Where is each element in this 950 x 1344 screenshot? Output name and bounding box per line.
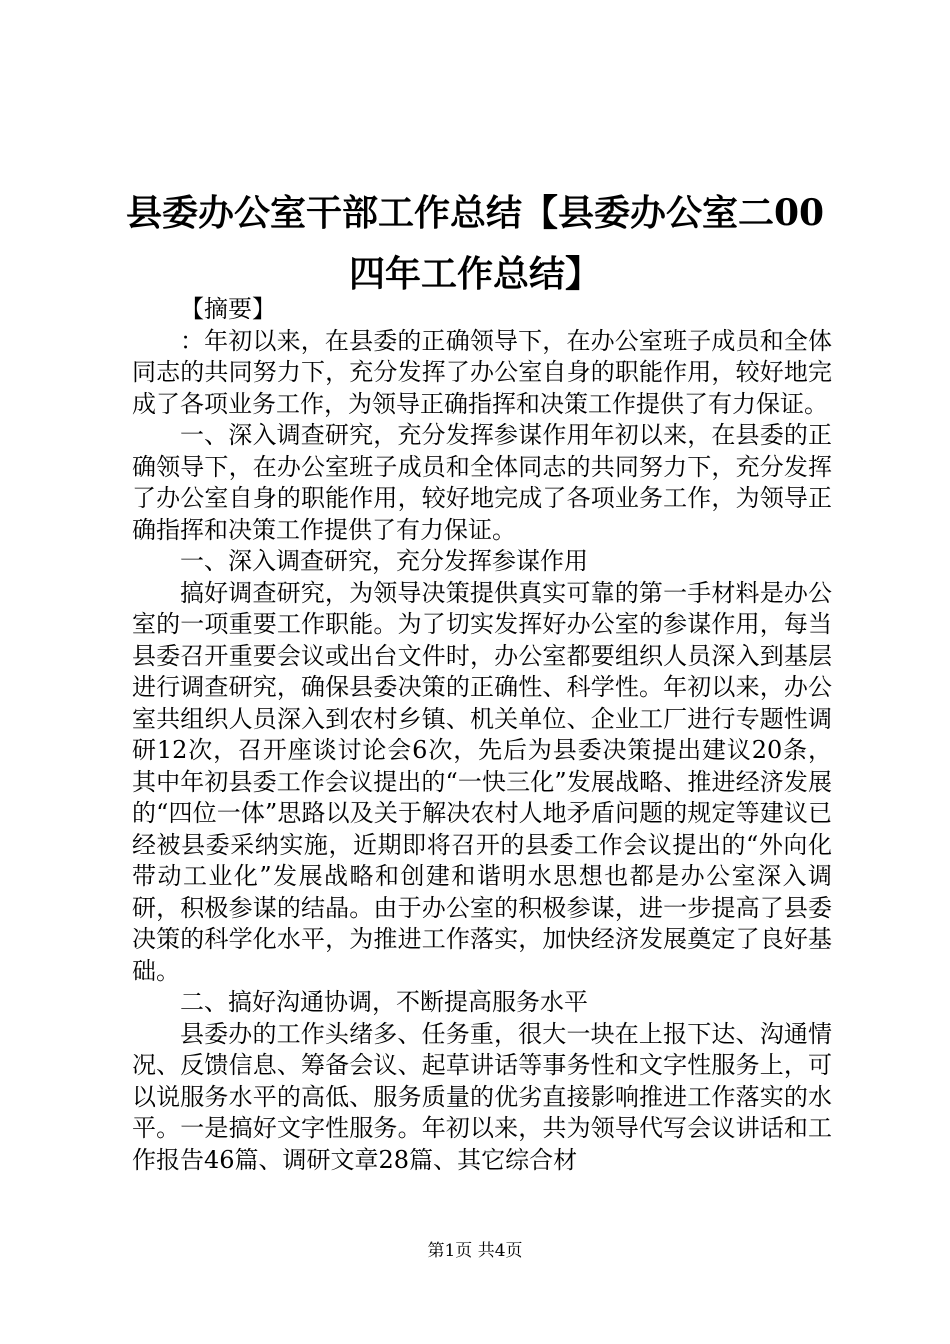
section-one-heading: 一、深入调查研究，充分发挥参谋作用 xyxy=(180,547,588,575)
section-one-paragraph: 搞好调查研究，为领导决策提供真实可靠的第一手材料是办公室的一项重要工作职能。为了切实发挥好办公室的参谋作用，每当县委召开重要会议或出台文件时，办公室都要组织人员深入到基层进行调查研究，确保县委决策的正确性、科学性。年初以来，办公室共组织人员深入到农村乡镇、机关单位、企业工厂进行专题性调研12次，召开座谈讨论会6次，先后为县委决策提出建议20条，其中年初县委工作会议提出的“一快三化”发展战略、推进经济发展的“四位一体”思路以及关于解决农村人地矛盾问题的规定等建议已经被县委采纳实施，近期即将召开的县委工作会议提出的“外向化带动工业化”发展战略和创建和谐明水思想也都是办公室深入调研，积极参谋的结晶。由于办公室的积极参谋，进一步提高了县委决策的科学化水平，为推进工作落实，加快经济发展奠定了良好基础。 xyxy=(132,578,832,985)
section-two-heading: 二、搞好沟通协调，不断提高服务水平 xyxy=(180,988,588,1016)
section-one-intro-paragraph: 一、深入调查研究，充分发挥参谋作用年初以来，在县委的正确领导下，在办公室班子成员和全体同志的共同努力下，充分发挥了办公室自身的职能作用，较好地完成了各项业务工作，为领导正确指挥和决策工作提供了有力保证。 xyxy=(132,421,832,544)
document-body xyxy=(132,294,832,1176)
section-two-paragraph: 县委办的工作头绪多、任务重，很大一块在上报下达、沟通情况、反馈信息、筹备会议、起草讲话等事务性和文字性服务上，可以说服务水平的高低、服务质量的优劣直接影响推进工作落实的水平。一是搞好文字性服务。年初以来，共为领导代写会议讲话和工作报告46篇、调研文章28篇、其它综合材 xyxy=(132,1019,832,1174)
page-number-footer: 第1页 共4页 xyxy=(427,1241,523,1261)
abstract-heading: 【摘要】 xyxy=(180,295,276,323)
abstract-paragraph: ：年初以来，在县委的正确领导下，在办公室班子成员和全体同志的共同努力下，充分发挥了办公室自身的职能作用，较好地完成了各项业务工作，为领导正确指挥和决策工作提供了有力保证。 xyxy=(132,326,832,418)
document-title: 县委办公室干部工作总结【县委办公室二00四年工作总结】 xyxy=(125,192,825,295)
